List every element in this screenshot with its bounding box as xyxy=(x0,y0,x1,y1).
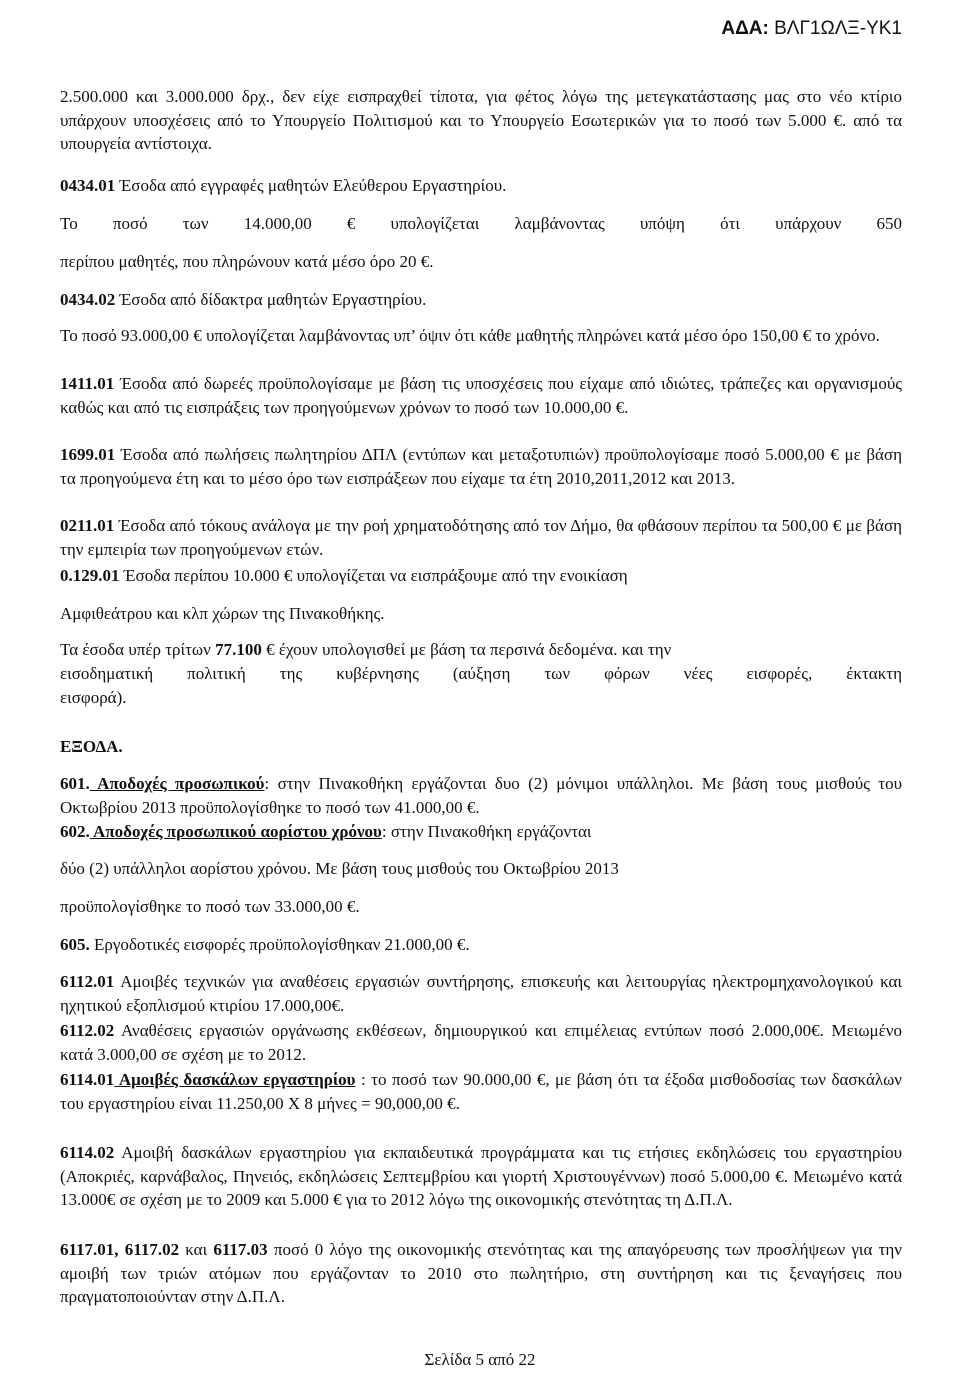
paragraph-text: Έσοδα από δίδακτρα μαθητών Εργαστηρίου. xyxy=(115,290,427,309)
item-title: Αποδοχές προσωπικού αορίστου χρόνου xyxy=(89,822,382,841)
paragraph-text: Εργοδοτικές εισφορές προϋπολογίσθηκαν 21.000,00 €. xyxy=(89,935,470,954)
paragraph-text: Έσοδα από πωλήσεις πωλητηρίου ΔΠΛ (εντύπων και μεταξοτυπιών) προϋπολογίσαμε ποσό 5.000,00 € με βάση τα προηγούμενα έτη και το μέσο όρο των εισπράξεων που είχαμε τα έτη 2010,2011,2012 και 2013. xyxy=(60,445,902,488)
budget-code: 1411.01 xyxy=(60,374,115,393)
paragraph-605 xyxy=(60,933,902,957)
paragraph-amount-14000: Το ποσό των 14.000,00 € υπολογίζεται λαμβάνοντας υπόψη ότι υπάρχουν 650 xyxy=(60,214,902,233)
paragraph-text: Αναθέσεις εργασιών οργάνωσης εκθέσεων, δημιουργικού και επιμέλειας εντύπων ποσό 2.000,00€. Μειωμένο κατά 3.000,00 σε σχέση με το 2012. xyxy=(60,1021,902,1064)
paragraph-intro: 2.500.000 και 3.000.000 δρχ., δεν είχε εισπραχθεί τίποτα, για φέτος λόγω της μετεγκατάστασης μας στο νέο κτίριο υπάρχουν υποσχέσεις από το Υπουργείο Πολιτισμού και το Υπουργείο Εσωτερικών για το ποσό των 5.000 €. από τα υπουργεία αντίστοιχα. xyxy=(60,87,902,153)
paragraph-6114-02 xyxy=(60,1141,902,1212)
paragraph-6112-02 xyxy=(60,1019,902,1066)
paragraph-amount-14000-cont: περίπου μαθητές, που πληρώνουν κατά μέσο όρο 20 €. xyxy=(60,252,434,271)
budget-code: 6114.02 xyxy=(60,1143,115,1162)
budget-code: 1699.01 xyxy=(60,445,116,464)
paragraph-third-party-line2: εισοδηματική πολιτική της κυβέρνησης (αύξηση των φόρων νέες εισφορές, έκτακτη xyxy=(60,664,902,683)
paragraph-third-party-line3: εισφορά). xyxy=(60,688,127,707)
paragraph-text: Έσοδα από εγγραφές μαθητών Ελεύθερου Εργαστηρίου. xyxy=(115,176,507,195)
paragraph-602-cont1: δύο (2) υπάλληλοι αορίστου χρόνου. Με βάση τους μισθούς του Οκτωβρίου 2013 xyxy=(60,859,619,878)
ada-code: ΒΛΓ1ΩΛΞ-ΥΚ1 xyxy=(774,18,902,39)
paragraph-text: : το ποσό των 90.000,00 €, με βάση ότι τα έξοδα μισθοδοσίας των δασκάλων του εργαστηρίου είναι 11.250,00 Χ 8 μήνες = 90,000,00 €. xyxy=(60,1070,902,1113)
paragraph-6117 xyxy=(60,1238,902,1309)
paragraph-text: Έσοδα από δωρεές προϋπολογίσαμε με βάση τις υποσχέσεις που είχαμε από ιδιώτες, τράπεζες και οργανισμούς καθώς και από τις εισπράξεις των προηγούμενων χρόνων το ποσό των 10.000,00 €. xyxy=(60,374,902,417)
budget-code: 602. xyxy=(60,822,90,841)
paragraph-text: Τα έσοδα υπέρ τρίτων xyxy=(60,640,216,659)
paragraph-text: ποσό 0 λόγο της οικονομικής στενότητας και της απαγόρευσης των προσλήψεων για την αμοιβή των τριών ατόμων που εργάζονταν το 2010 στο πωλητήριο, στη συντήρηση και τις ξεναγήσεις που πραγματοποιούνταν στην Δ.Π.Λ. xyxy=(60,1240,902,1306)
paragraph-text: Αμοιβές τεχνικών για αναθέσεις εργασιών συντήρησης, επισκευής και λειτουργίας ηλεκτρομηχανολογικού και ηχητικού εξοπλισμού κτιρίου 17.000,00€. xyxy=(60,972,902,1015)
page-footer: Σελίδα 5 από 22 xyxy=(424,1350,536,1369)
budget-code: 0434.02 xyxy=(60,290,116,309)
budget-code: 6117.03 xyxy=(213,1240,268,1259)
paragraph-6112-01 xyxy=(60,970,902,1017)
ada-label: ΑΔΑ: xyxy=(721,18,769,39)
budget-code: 601. xyxy=(60,774,90,793)
budget-code: 0211.01 xyxy=(60,516,115,535)
budget-code: 6112.01 xyxy=(60,972,115,991)
paragraph-602-cont2: προϋπολογίσθηκε το ποσό των 33.000,00 €. xyxy=(60,897,360,916)
paragraph-amount-93000: Το ποσό 93.000,00 € υπολογίζεται λαμβάνοντας υπ’ όψιν ότι κάθε μαθητής πληρώνει κατά μέσο όρο 150,00 € το χρόνο. xyxy=(60,326,880,345)
paragraph-text: € έχουν υπολογισθεί με βάση τα περσινά δεδομένα. και την xyxy=(261,640,672,659)
paragraph-text: : στην Πινακοθήκη εργάζονται δυο (2) μόνιμοι υπάλληλοι. Με βάση τους μισθούς του Οκτωβρίου 2013 προϋπολογίσθηκε το ποσό των 41.000,00 €. xyxy=(60,774,902,817)
section-title-expenses: ΕΞΟΔΑ. xyxy=(60,737,123,756)
paragraph-text: : στην Πινακοθήκη εργάζονται xyxy=(381,822,592,841)
paragraph-0211-01 xyxy=(60,514,902,561)
paragraph-third-party-line1 xyxy=(60,638,902,662)
budget-code: 0.129.01 xyxy=(60,566,120,585)
paragraph-601 xyxy=(60,772,902,819)
item-title: Αμοιβές δασκάλων εργαστηρίου xyxy=(114,1070,356,1089)
paragraph-602 xyxy=(60,820,902,844)
budget-code: 605. xyxy=(60,935,90,954)
paragraph-1411-01 xyxy=(60,372,902,419)
paragraph-text: Έσοδα από τόκους ανάλογα με την ροή χρηματοδότησης από τον Δήμο, θα φθάσουν περίπου τα 500,00 € με βάση την εμπειρία των προηγούμενων ετών. xyxy=(60,516,902,559)
paragraph-0434-02 xyxy=(60,288,902,312)
paragraph-0-129-01 xyxy=(60,564,902,588)
ada-header xyxy=(721,18,902,40)
budget-code: 6114.01 xyxy=(60,1070,115,1089)
paragraph-text: και xyxy=(179,1240,214,1259)
paragraph-6114-01 xyxy=(60,1068,902,1115)
third-party-amount: 77.100 xyxy=(215,640,262,659)
budget-code: 0434.01 xyxy=(60,176,116,195)
budget-code: 6112.02 xyxy=(60,1021,115,1040)
paragraph-1699-01 xyxy=(60,443,902,490)
budget-code: 6117.01, 6117.02 xyxy=(60,1240,180,1259)
item-title: Αποδοχές προσωπικού xyxy=(89,774,265,793)
paragraph-0434-01 xyxy=(60,174,902,198)
paragraph-text: Αμοιβή δασκάλων εργαστηρίου για εκπαιδευτικά προγράμματα και τις ετήσιες εκδηλώσεις του εργαστηρίου (Αποκριές, καρνάβαλος, Πηνειός, εκδηλώσεις Σεπτεμβρίου και γιορτή Χριστουγέννων) ποσό 5.000,00 €. Μειωμένο κατά 13.000€ σε σχέση με το 2009 και 5.000 € για το 2012 λόγω της οικονομικής στενότητας τη Δ.Π.Λ. xyxy=(60,1143,902,1209)
paragraph-0-129-01-cont: Αμφιθεάτρου και κλπ χώρων της Πινακοθήκης. xyxy=(60,604,385,623)
paragraph-text: Έσοδα περίπου 10.000 € υπολογίζεται να εισπράξουμε από την ενοικίαση xyxy=(119,566,628,585)
